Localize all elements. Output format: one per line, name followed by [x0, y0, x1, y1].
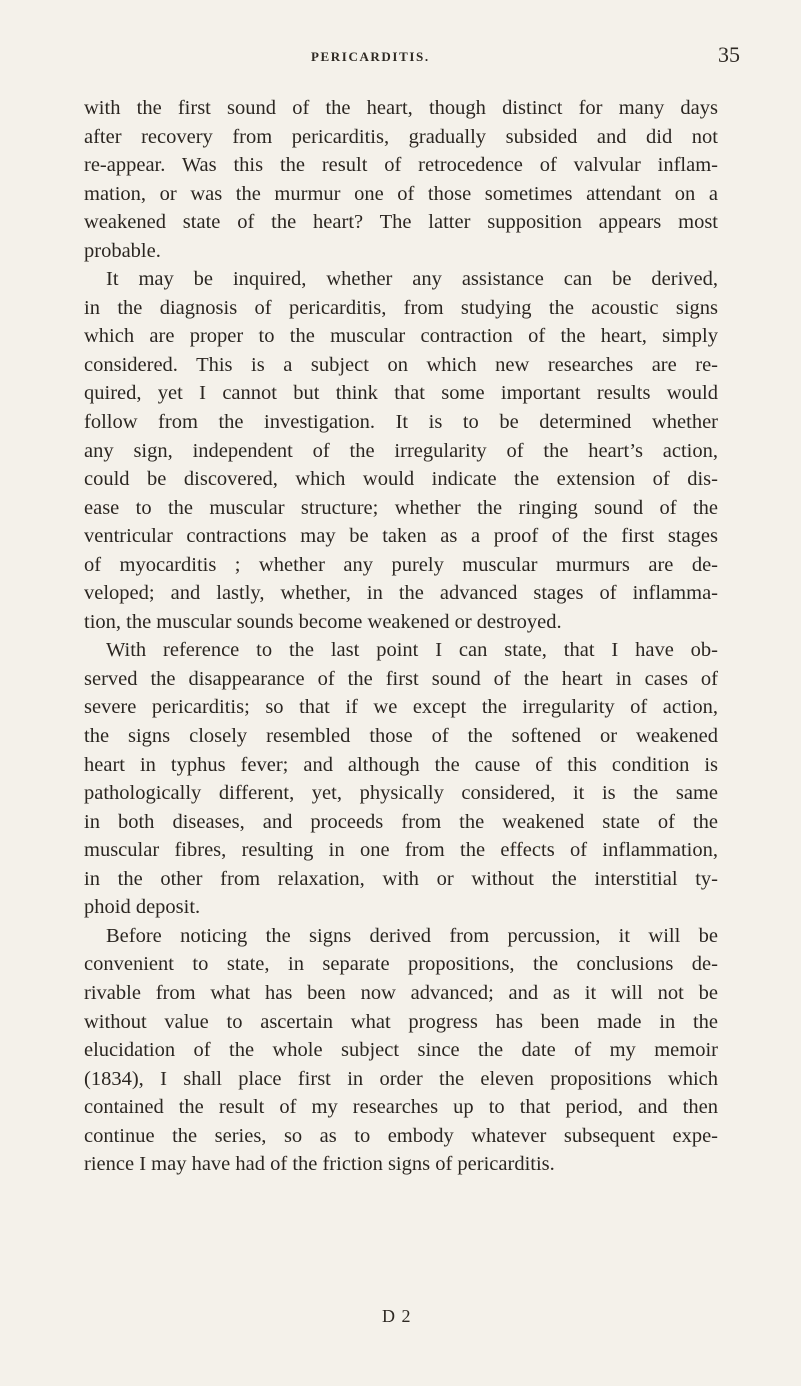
text-line: probable. — [84, 239, 161, 262]
text-line: convenient to state, in separate propositions, the conclusions de- — [84, 953, 718, 976]
text-line: weakened state of the heart? The latter supposition appears most — [84, 211, 718, 234]
text-line: the signs closely resembled those of the softened or weakened — [84, 725, 718, 748]
text-line: could be discovered, which would indicate the extension of dis- — [84, 468, 718, 491]
text-line: which are proper to the muscular contraction of the heart, simply — [84, 325, 718, 348]
text-line: without value to ascertain what progress has been made in the — [84, 1010, 718, 1033]
text-line: in the other from relaxation, with or without the interstitial ty- — [84, 867, 718, 890]
text-line: tion, the muscular sounds become weakened or destroyed. — [84, 610, 562, 633]
text-line: Before noticing the signs derived from percussion, it will be — [106, 924, 718, 947]
text-line: rivable from what has been now advanced; and as it will not be — [84, 981, 718, 1004]
text-line: in the diagnosis of pericarditis, from studying the acoustic signs — [84, 296, 718, 319]
page-number: 35 — [718, 42, 740, 67]
text-line: (1834), I shall place first in order the eleven propositions which — [84, 1067, 718, 1090]
body-text — [84, 94, 718, 1179]
text-line: phoid deposit. — [84, 896, 201, 919]
text-line: served the disappearance of the first sound of the heart in cases of — [84, 667, 718, 690]
text-line: elucidation of the whole subject since the date of my memoir — [84, 1039, 718, 1062]
text-line: contained the result of my researches up to that period, and then — [84, 1096, 718, 1119]
text-line: after recovery from pericarditis, gradually subsided and did not — [84, 125, 718, 148]
paragraph — [84, 636, 718, 921]
paragraph — [84, 94, 718, 265]
text-line: re-appear. Was this the result of retrocedence of valvular inflam- — [84, 154, 718, 177]
text-line: mation, or was the murmur one of those sometimes attendant on a — [84, 182, 718, 205]
running-head — [0, 40, 801, 70]
running-title: PERICARDITIS. — [311, 49, 430, 64]
text-line: of myocarditis ; whether any purely muscular murmurs are de- — [84, 553, 718, 576]
text-line: considered. This is a subject on which new researches are re- — [84, 353, 718, 376]
text-line: ease to the muscular structure; whether the ringing sound of the — [84, 496, 718, 519]
text-line: in both diseases, and proceeds from the weakened state of the — [84, 810, 718, 833]
text-line: muscular fibres, resulting in one from the effects of inflammation, — [84, 839, 718, 862]
text-line: With reference to the last point I can state, that I have ob- — [106, 639, 718, 662]
paragraph — [84, 265, 718, 636]
text-line: any sign, independent of the irregularity of the heart’s action, — [84, 439, 718, 462]
paragraph — [84, 922, 718, 1179]
text-line: pathologically different, yet, physically considered, it is the same — [84, 782, 718, 805]
text-line: follow from the investigation. It is to be determined whether — [84, 411, 718, 434]
text-line: quired, yet I cannot but think that some important results would — [84, 382, 718, 405]
text-line: It may be inquired, whether any assistance can be derived, — [106, 268, 718, 291]
text-line: severe pericarditis; so that if we except the irregularity of action, — [84, 696, 718, 719]
text-line: continue the series, so as to embody whatever subsequent expe- — [84, 1124, 718, 1147]
text-line: veloped; and lastly, whether, in the advanced stages of inflamma- — [84, 582, 718, 605]
text-line: with the first sound of the heart, though distinct for many days — [84, 97, 718, 119]
text-line: rience I may have had of the friction signs of pericarditis. — [84, 1153, 555, 1176]
text-line: heart in typhus fever; and although the cause of this condition is — [84, 753, 718, 776]
text-line: ventricular contractions may be taken as a proof of the first stages — [84, 525, 718, 548]
signature-mark: D 2 — [382, 1306, 412, 1326]
